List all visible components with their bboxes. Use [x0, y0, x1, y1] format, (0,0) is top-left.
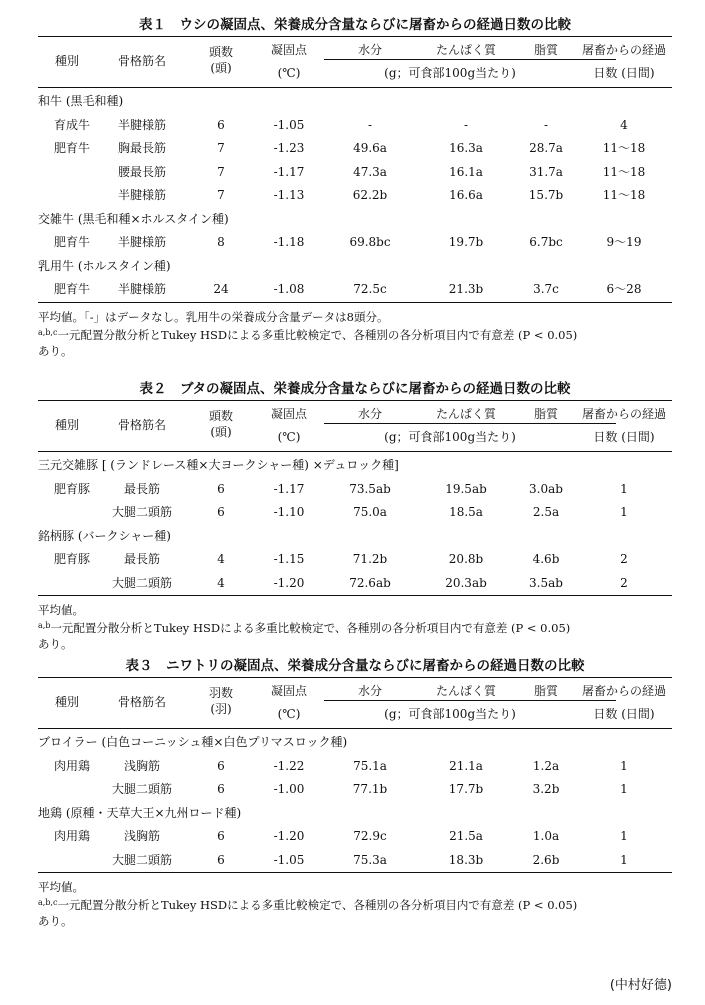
- cell-fat: -: [543, 117, 549, 132]
- cell-protein: 21.3b: [448, 282, 484, 296]
- cell-muscle: 胸最長筋: [117, 141, 166, 155]
- cell-muscle: 浅胸筋: [123, 758, 160, 773]
- table-3: [38, 655, 672, 929]
- author-credit: (中村好德): [609, 978, 672, 993]
- header-muscle: 骨格筋名: [117, 54, 166, 68]
- note-significance: [38, 618, 672, 636]
- header-count-unit: (頭): [210, 61, 232, 75]
- cell-days: 6～28: [606, 282, 642, 296]
- cell-type: [38, 778, 90, 802]
- cell-protein: 20.8b: [448, 552, 484, 566]
- note-significance: [38, 895, 672, 913]
- cell-protein: 18.5a: [449, 505, 483, 519]
- table-2: [38, 378, 672, 652]
- table-header: [38, 400, 672, 452]
- cell-fat: 15.7b: [528, 188, 564, 202]
- header-muscle: 骨格筋名: [117, 695, 166, 709]
- note-superscript: a,b: [38, 621, 51, 630]
- header-fat: 脂質: [533, 407, 558, 421]
- header-nutrient-unit: (g；可食部100g当たり): [384, 66, 516, 80]
- header-freezing-point: 凝固点: [270, 684, 307, 698]
- cell-count: 6: [217, 852, 225, 867]
- cell-count: 6: [217, 481, 225, 496]
- table-row: [38, 161, 672, 185]
- cell-days: 1: [620, 481, 628, 496]
- note-superscript: a,b,c: [38, 898, 58, 907]
- cell-water: 69.8bc: [349, 235, 391, 249]
- header-protein: たんぱく質: [435, 407, 496, 421]
- table-row: [38, 548, 672, 572]
- header-freezing-point-unit: (℃): [277, 66, 301, 80]
- cell-protein: 18.3b: [448, 852, 484, 867]
- table-row: [38, 778, 672, 802]
- cell-water: 49.6a: [353, 141, 387, 155]
- cell-fat: 2.5a: [532, 505, 560, 519]
- table-notes: [38, 309, 672, 359]
- cell-freezing-point: -1.20: [273, 829, 305, 843]
- group-name: 交雑牛 (黒毛和種×ホルスタイン種): [38, 211, 229, 226]
- cell-protein: 16.6a: [449, 188, 483, 202]
- table-1: [38, 14, 672, 359]
- table-title: 表１ ウシの凝固点、栄養成分含量ならびに屠畜からの経過日数の比較: [139, 17, 571, 33]
- cell-muscle: 大腿二頭筋: [111, 505, 172, 519]
- header-nutrient-unit: (g；可食部100g当たり): [384, 707, 516, 721]
- group-name: 地鶏 (原種・天草大王×九州ロード種): [38, 805, 242, 820]
- cell-freezing-point: -1.13: [273, 188, 305, 202]
- cell-days: 11～18: [602, 188, 646, 202]
- group-name: 三元交雑豚 [ (ランドレース種×大ヨークシャー種) ×デュロック種]: [38, 458, 399, 472]
- table-title: 表３ ニワトリの凝固点、栄養成分含量ならびに屠畜からの経過日数の比較: [125, 658, 585, 674]
- table-header: [38, 36, 672, 88]
- cell-count: 7: [217, 164, 225, 179]
- header-protein: たんぱく質: [435, 43, 496, 57]
- cell-days: 2: [620, 552, 628, 566]
- table-row: [38, 231, 672, 255]
- header-subdivider: [324, 700, 616, 701]
- cell-water: 73.5ab: [349, 481, 391, 496]
- cell-freezing-point: -1.10: [273, 505, 305, 519]
- header-species: 種別: [54, 54, 79, 68]
- header-subdivider: [324, 423, 616, 424]
- cell-type: 肥育豚: [53, 481, 90, 496]
- cell-count: 4: [217, 552, 225, 566]
- group-header-row: [38, 454, 672, 478]
- header-freezing-point: 凝固点: [270, 43, 307, 57]
- cell-muscle: 半腱様筋: [117, 188, 166, 202]
- table-body: [38, 452, 672, 596]
- cell-freezing-point: -1.18: [273, 235, 305, 249]
- note-significance-tail: あり。: [38, 637, 73, 651]
- cell-muscle: 半腱様筋: [117, 282, 166, 296]
- cell-water: 75.0a: [353, 505, 387, 519]
- note-significance-text: 一元配置分散分析とTukey HSDによる多重比較検定で、各種別の各分析項目内で有意差 (P < 0.05): [50, 621, 571, 635]
- header-days: 屠畜からの経過: [581, 684, 666, 698]
- cell-water: 75.1a: [353, 758, 387, 773]
- cell-count: 24: [213, 282, 229, 296]
- cell-days: 1: [620, 829, 628, 843]
- cell-fat: 3.2b: [532, 782, 560, 796]
- header-days: 屠畜からの経過: [581, 407, 666, 421]
- table-notes: [38, 602, 672, 652]
- header-protein: たんぱく質: [435, 684, 496, 698]
- group-name: ブロイラー (白色コーニッシュ種×白色プリマスロック種): [38, 735, 348, 749]
- cell-fat: 6.7bc: [529, 235, 563, 249]
- header-count-unit: (羽): [210, 702, 232, 716]
- cell-freezing-point: -1.22: [273, 758, 305, 773]
- cell-muscle: 半腱様筋: [117, 117, 166, 132]
- cell-freezing-point: -1.05: [273, 117, 305, 132]
- cell-fat: 3.7c: [533, 282, 559, 296]
- cell-count: 6: [217, 758, 225, 773]
- header-freezing-point-unit: (℃): [277, 707, 301, 721]
- cell-type: [38, 849, 90, 873]
- header-fat: 脂質: [533, 684, 558, 698]
- note-mean: 平均値。: [38, 603, 84, 617]
- cell-protein: 17.7b: [448, 782, 484, 796]
- header-water: 水分: [357, 684, 382, 698]
- cell-type: 肥育牛: [53, 141, 90, 155]
- cell-muscle: 大腿二頭筋: [111, 782, 172, 796]
- note-significance: [38, 325, 672, 343]
- cell-water: 77.1b: [352, 782, 388, 796]
- group-header-row: [38, 525, 672, 549]
- group-header-row: [38, 731, 672, 755]
- table-row: [38, 825, 672, 849]
- cell-protein: -: [463, 117, 469, 132]
- header-freezing-point: 凝固点: [270, 407, 307, 421]
- cell-fat: 1.2a: [532, 758, 560, 773]
- cell-fat: 3.0ab: [529, 481, 563, 496]
- cell-fat: 1.0a: [532, 829, 560, 843]
- cell-fat: 28.7a: [529, 141, 563, 155]
- note-significance-tail: あり。: [38, 914, 73, 928]
- cell-fat: 3.5ab: [529, 575, 563, 590]
- cell-days: 1: [620, 782, 628, 796]
- cell-count: 7: [217, 141, 225, 155]
- cell-days: 1: [620, 852, 628, 867]
- table-row: [38, 184, 672, 208]
- cell-count: 6: [217, 782, 225, 796]
- note-significance-text: 一元配置分散分析とTukey HSDによる多重比較検定で、各種別の各分析項目内で有意差 (P < 0.05): [57, 898, 578, 912]
- cell-type: 肥育牛: [53, 235, 90, 249]
- cell-protein: 21.5a: [449, 829, 483, 843]
- group-header-row: [38, 208, 672, 232]
- cell-freezing-point: -1.17: [273, 481, 305, 496]
- header-days-unit: 日数 (日間): [593, 66, 655, 80]
- header-subdivider: [324, 59, 616, 60]
- cell-muscle: 浅胸筋: [123, 829, 160, 843]
- cell-fat: 4.6b: [532, 552, 560, 566]
- header-count: 頭数: [208, 45, 233, 59]
- cell-type: 肉用鶏: [53, 829, 90, 843]
- header-count: 頭数: [208, 409, 233, 423]
- cell-type: [38, 572, 90, 596]
- table-row: [38, 501, 672, 525]
- cell-freezing-point: -1.05: [273, 852, 305, 867]
- table-row: [38, 849, 672, 873]
- header-count: 羽数: [208, 686, 233, 700]
- cell-water: 71.2b: [352, 552, 388, 566]
- cell-days: 1: [620, 758, 628, 773]
- cell-muscle: 半腱様筋: [117, 235, 166, 249]
- group-name: 乳用牛 (ホルスタイン種): [38, 258, 171, 273]
- cell-protein: 16.3a: [449, 141, 483, 155]
- group-header-row: [38, 802, 672, 826]
- cell-freezing-point: -1.20: [273, 575, 305, 590]
- cell-fat: 2.6b: [532, 852, 560, 867]
- table-row: [38, 572, 672, 596]
- cell-water: 72.9c: [353, 829, 387, 843]
- group-name: 和牛 (黒毛和種): [38, 94, 124, 108]
- cell-freezing-point: -1.08: [273, 282, 305, 296]
- table-row: [38, 114, 672, 138]
- group-name: 銘柄豚 (バークシャー種): [38, 528, 171, 543]
- header-count-unit: (頭): [210, 425, 232, 439]
- header-species: 種別: [54, 418, 79, 432]
- table-row: [38, 755, 672, 779]
- table-body: [38, 729, 672, 873]
- cell-water: -: [367, 117, 373, 132]
- cell-muscle: 大腿二頭筋: [111, 575, 172, 590]
- cell-type: 肥育牛: [53, 282, 90, 296]
- table-row: [38, 278, 672, 302]
- cell-protein: 21.1a: [449, 758, 483, 773]
- cell-protein: 19.7b: [448, 235, 484, 249]
- table-row: [38, 137, 672, 161]
- cell-type: [38, 161, 90, 185]
- cell-days: 2: [620, 575, 628, 590]
- table-notes: [38, 879, 672, 929]
- cell-freezing-point: -1.00: [273, 782, 305, 796]
- header-species: 種別: [54, 695, 79, 709]
- cell-fat: 31.7a: [529, 164, 563, 179]
- cell-type: [38, 184, 90, 208]
- cell-type: 肉用鶏: [53, 758, 90, 773]
- cell-muscle: 最長筋: [123, 481, 160, 496]
- table-title: 表２ ブタの凝固点、栄養成分含量ならびに屠畜からの経過日数の比較: [139, 381, 571, 397]
- cell-days: 9～19: [606, 235, 642, 249]
- cell-type: 肥育豚: [53, 552, 90, 566]
- header-nutrient-unit: (g；可食部100g当たり): [384, 430, 516, 444]
- header-water: 水分: [357, 407, 382, 421]
- cell-muscle: 腰最長筋: [117, 164, 166, 179]
- cell-count: 6: [217, 505, 225, 519]
- cell-days: 11～18: [602, 141, 646, 155]
- note-significance-tail: あり。: [38, 343, 73, 358]
- cell-count: 7: [217, 188, 225, 202]
- cell-water: 47.3a: [353, 164, 387, 179]
- note-mean: 平均値。「-」はデータなし。乳用牛の栄養成分含量データは8頭分。: [38, 309, 389, 324]
- cell-days: 1: [620, 505, 628, 519]
- cell-type: 育成牛: [53, 117, 90, 132]
- cell-freezing-point: -1.23: [273, 141, 305, 155]
- cell-freezing-point: -1.15: [273, 552, 305, 566]
- note-mean: 平均値。: [38, 880, 84, 894]
- cell-protein: 20.3ab: [445, 575, 487, 590]
- cell-water: 72.5c: [353, 282, 387, 296]
- cell-days: 11～18: [602, 164, 646, 179]
- header-days-unit: 日数 (日間): [593, 430, 655, 444]
- cell-type: [38, 501, 90, 525]
- cell-count: 6: [217, 117, 225, 132]
- cell-count: 4: [217, 575, 225, 590]
- table-header: [38, 677, 672, 729]
- cell-count: 8: [217, 235, 225, 249]
- table-body: [38, 88, 672, 303]
- cell-days: 4: [620, 117, 628, 132]
- header-muscle: 骨格筋名: [117, 418, 166, 432]
- note-superscript: a,b,c: [38, 327, 58, 337]
- cell-water: 75.3a: [353, 852, 387, 867]
- cell-water: 72.6ab: [349, 575, 391, 590]
- cell-count: 6: [217, 829, 225, 843]
- header-freezing-point-unit: (℃): [277, 430, 301, 444]
- header-fat: 脂質: [533, 43, 558, 57]
- cell-protein: 19.5ab: [445, 481, 487, 496]
- note-significance-text: 一元配置分散分析とTukey HSDによる多重比較検定で、各種別の各分析項目内で有意差 (P < 0.05): [57, 327, 578, 342]
- group-header-row: [38, 90, 672, 114]
- cell-muscle: 大腿二頭筋: [111, 852, 172, 867]
- header-water: 水分: [357, 43, 382, 57]
- table-row: [38, 478, 672, 502]
- header-days: 屠畜からの経過: [581, 43, 666, 57]
- group-header-row: [38, 255, 672, 279]
- cell-water: 62.2b: [352, 188, 388, 202]
- cell-freezing-point: -1.17: [273, 164, 305, 179]
- cell-protein: 16.1a: [449, 164, 483, 179]
- cell-muscle: 最長筋: [123, 552, 160, 566]
- header-days-unit: 日数 (日間): [593, 707, 655, 721]
